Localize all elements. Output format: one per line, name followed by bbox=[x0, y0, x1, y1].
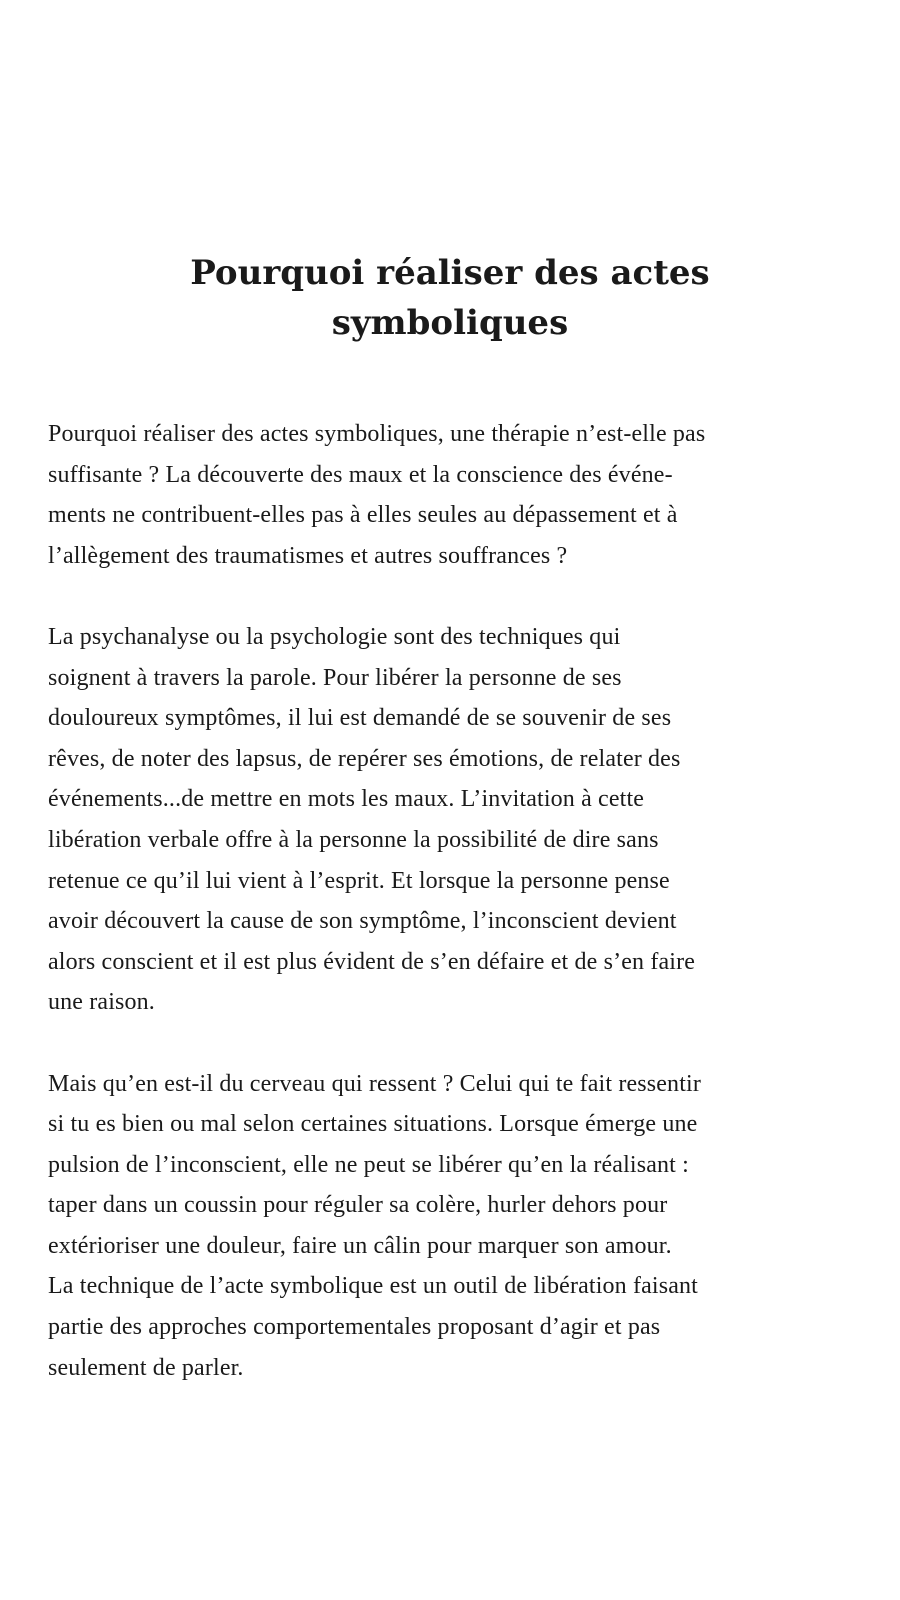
page-title bbox=[0, 248, 900, 348]
text-line: pulsion de l’inconscient, elle ne peut se libérer qu’en la réalisant : bbox=[48, 1151, 689, 1178]
text-line: événements...de mettre en mots les maux. L’invitation à cette bbox=[48, 786, 645, 813]
paragraph-3 bbox=[48, 1064, 878, 1389]
text-line: La technique de l’acte symbolique est un outil de libération faisant bbox=[48, 1273, 698, 1300]
text-line: Pourquoi réaliser des actes symboliques, une thérapie n’est-elle pas bbox=[48, 421, 706, 447]
text-line: si tu es bien ou mal selon certaines situations. Lorsque émerge une bbox=[48, 1111, 698, 1138]
title-line: symboliques bbox=[331, 303, 569, 343]
text-line: rêves, de noter des lapsus, de repérer ses émotions, de relater des bbox=[48, 745, 681, 772]
title-line: Pourquoi réaliser des actes bbox=[190, 253, 710, 293]
text-line: retenue ce qu’il lui vient à l’esprit. Et lorsque la personne pense bbox=[48, 867, 670, 894]
text-line: taper dans un coussin pour réguler sa colère, hurler dehors pour bbox=[48, 1192, 668, 1219]
text-line: partie des approches comportementales proposant d’agir et pas bbox=[48, 1314, 661, 1341]
text-line: La psychanalyse ou la psychologie sont des techniques qui bbox=[48, 623, 621, 650]
text-line: une raison. bbox=[48, 989, 155, 1016]
text-line: avoir découvert la cause de son symptôme, l’inconscient devient bbox=[48, 908, 677, 935]
text-line: alors conscient et il est plus évident de s’en défaire et de s’en faire bbox=[48, 948, 696, 975]
body-text bbox=[48, 414, 878, 1429]
text-line: libération verbale offre à la personne la possibilité de dire sans bbox=[48, 826, 659, 853]
text-line: seulement de parler. bbox=[48, 1354, 244, 1381]
text-line: ments ne contribuent-elles pas à elles seules au dépassement et à bbox=[48, 502, 678, 529]
paragraph-1 bbox=[48, 414, 878, 576]
text-line: douloureux symptômes, il lui est demandé de se souvenir de ses bbox=[48, 705, 672, 732]
paragraph-2 bbox=[48, 617, 878, 1023]
text-line: suffisante ? La découverte des maux et la conscience des événe- bbox=[48, 461, 673, 488]
text-line: l’allègement des traumatismes et autres souffrances ? bbox=[48, 542, 568, 569]
text-line: extérioriser une douleur, faire un câlin pour marquer son amour. bbox=[48, 1232, 672, 1259]
text-line: soignent à travers la parole. Pour libérer la personne de ses bbox=[48, 664, 622, 691]
text-line: Mais qu’en est-il du cerveau qui ressent ? Celui qui te fait ressentir bbox=[48, 1070, 701, 1097]
